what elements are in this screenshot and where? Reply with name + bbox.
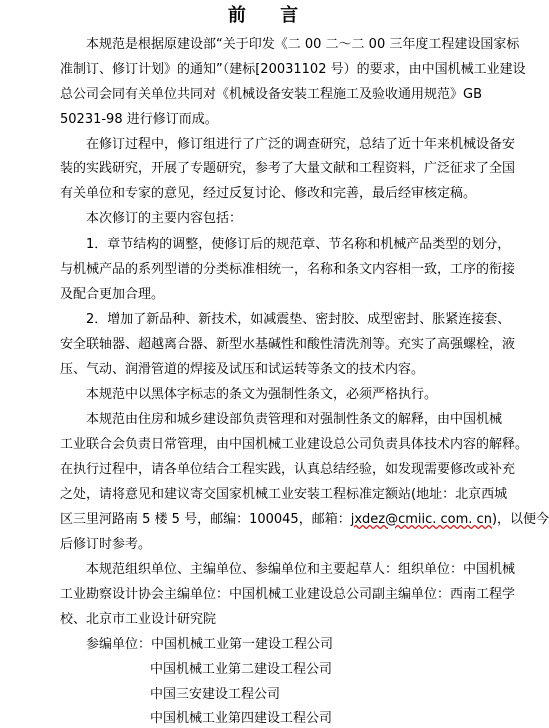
paragraph-line: 本规范组织单位、主编单位、参编单位和主要起草人：组织单位：中国机械 [86, 562, 516, 577]
paragraph-line: 与机械产品的系列型谱的分类标准相统一，名称和条文内容相一致，工序的衔接 [60, 262, 516, 277]
paragraph-line: 本次修订的主要内容包括： [86, 211, 243, 226]
address-text: 区三里河路南 5 楼 5 号，邮编：100045，邮箱： [60, 512, 351, 527]
paragraph-line: 本规范是根据原建设部“关于印发《二 00 二～二 00 三年度工程建设国家标 [86, 37, 520, 52]
paragraph-line: 之处，请将意见和建议寄交国家机械工业安装工程标准定额站(地址：北京西城 [60, 487, 508, 502]
paragraph-line: 在修订过程中，修订组进行了广泛的调查研究，总结了近十年来机械设备安 [86, 137, 516, 152]
participant-line: 参编单位：中国机械工业第一建设工程公司 [86, 637, 334, 652]
paragraph-line: 总公司会同有关单位共同对《机械设备安装工程施工及验收通用规范》GB [60, 87, 482, 102]
paragraph-line: 1．章节结构的调整，使修订后的规范章、节名称和机械产品类型的划分， [86, 237, 511, 252]
paragraph-line: 本规范由住房和城乡建设部负责管理和对强制性条文的解释，由中国机械 [86, 412, 503, 427]
paragraph-line: 工业联合会负责日常管理，由中国机械工业建设总公司负责具体技术内容的解释。 [60, 437, 529, 452]
paragraph-line: 后修订时参考。 [60, 537, 152, 552]
email-address: jxdez@cmiic. com. cn [350, 512, 492, 527]
paragraph-line: 本规范中以黑体字标志的条文为强制性条文，必须严格执行。 [86, 387, 438, 402]
participant-line: 中国机械工业第二建设工程公司 [150, 662, 333, 677]
paragraph-line: 有关单位和专家的意见，经过反复讨论、修改和完善，最后经审核定稿。 [60, 186, 477, 201]
paragraph-line: 准制订、修订计划》的通知”（建标[20031102 号）的要求，由中国机械工业建设 [60, 62, 526, 77]
paragraph-line: 校、北京市工业设计研究院 [60, 612, 217, 627]
participant-line: 中国机械工业第四建设工程公司 [150, 711, 333, 726]
paragraph-line: 装的实践研究，开展了专题研究，参考了大量文献和工程资料，广泛征求了全国 [60, 161, 516, 176]
paragraph-line: 压、气动、润滑管道的焊接及试压和试运转等条文的技术内容。 [60, 362, 425, 377]
page-title: 前 言 [227, 5, 313, 26]
paragraph-line: 在执行过程中，请各单位结合工程实践，认真总结经验，如发现需要修改或补充 [60, 462, 516, 477]
paragraph-line: 工业勘察设计协会主编单位：中国机械工业建设总公司副主编单位：西南工程学 [60, 587, 516, 602]
paragraph-line: 50231-98 进行修订而成。 [60, 112, 218, 127]
paragraph-line: 安全联轴器、超越离合器、新型水基碱性和酸性清洗剂等。充实了高强螺栓，液 [60, 337, 516, 352]
participant-line: 中国三安建设工程公司 [150, 687, 281, 702]
paragraph-line: 及配合更加合理。 [60, 287, 165, 302]
address-text-end: )，以便今 [491, 512, 549, 527]
paragraph-line [60, 511, 549, 529]
paragraph-line: 2．增加了新品种、新技术，如减震垫、密封胶、成型密封、胀紧连接套、 [86, 312, 511, 327]
